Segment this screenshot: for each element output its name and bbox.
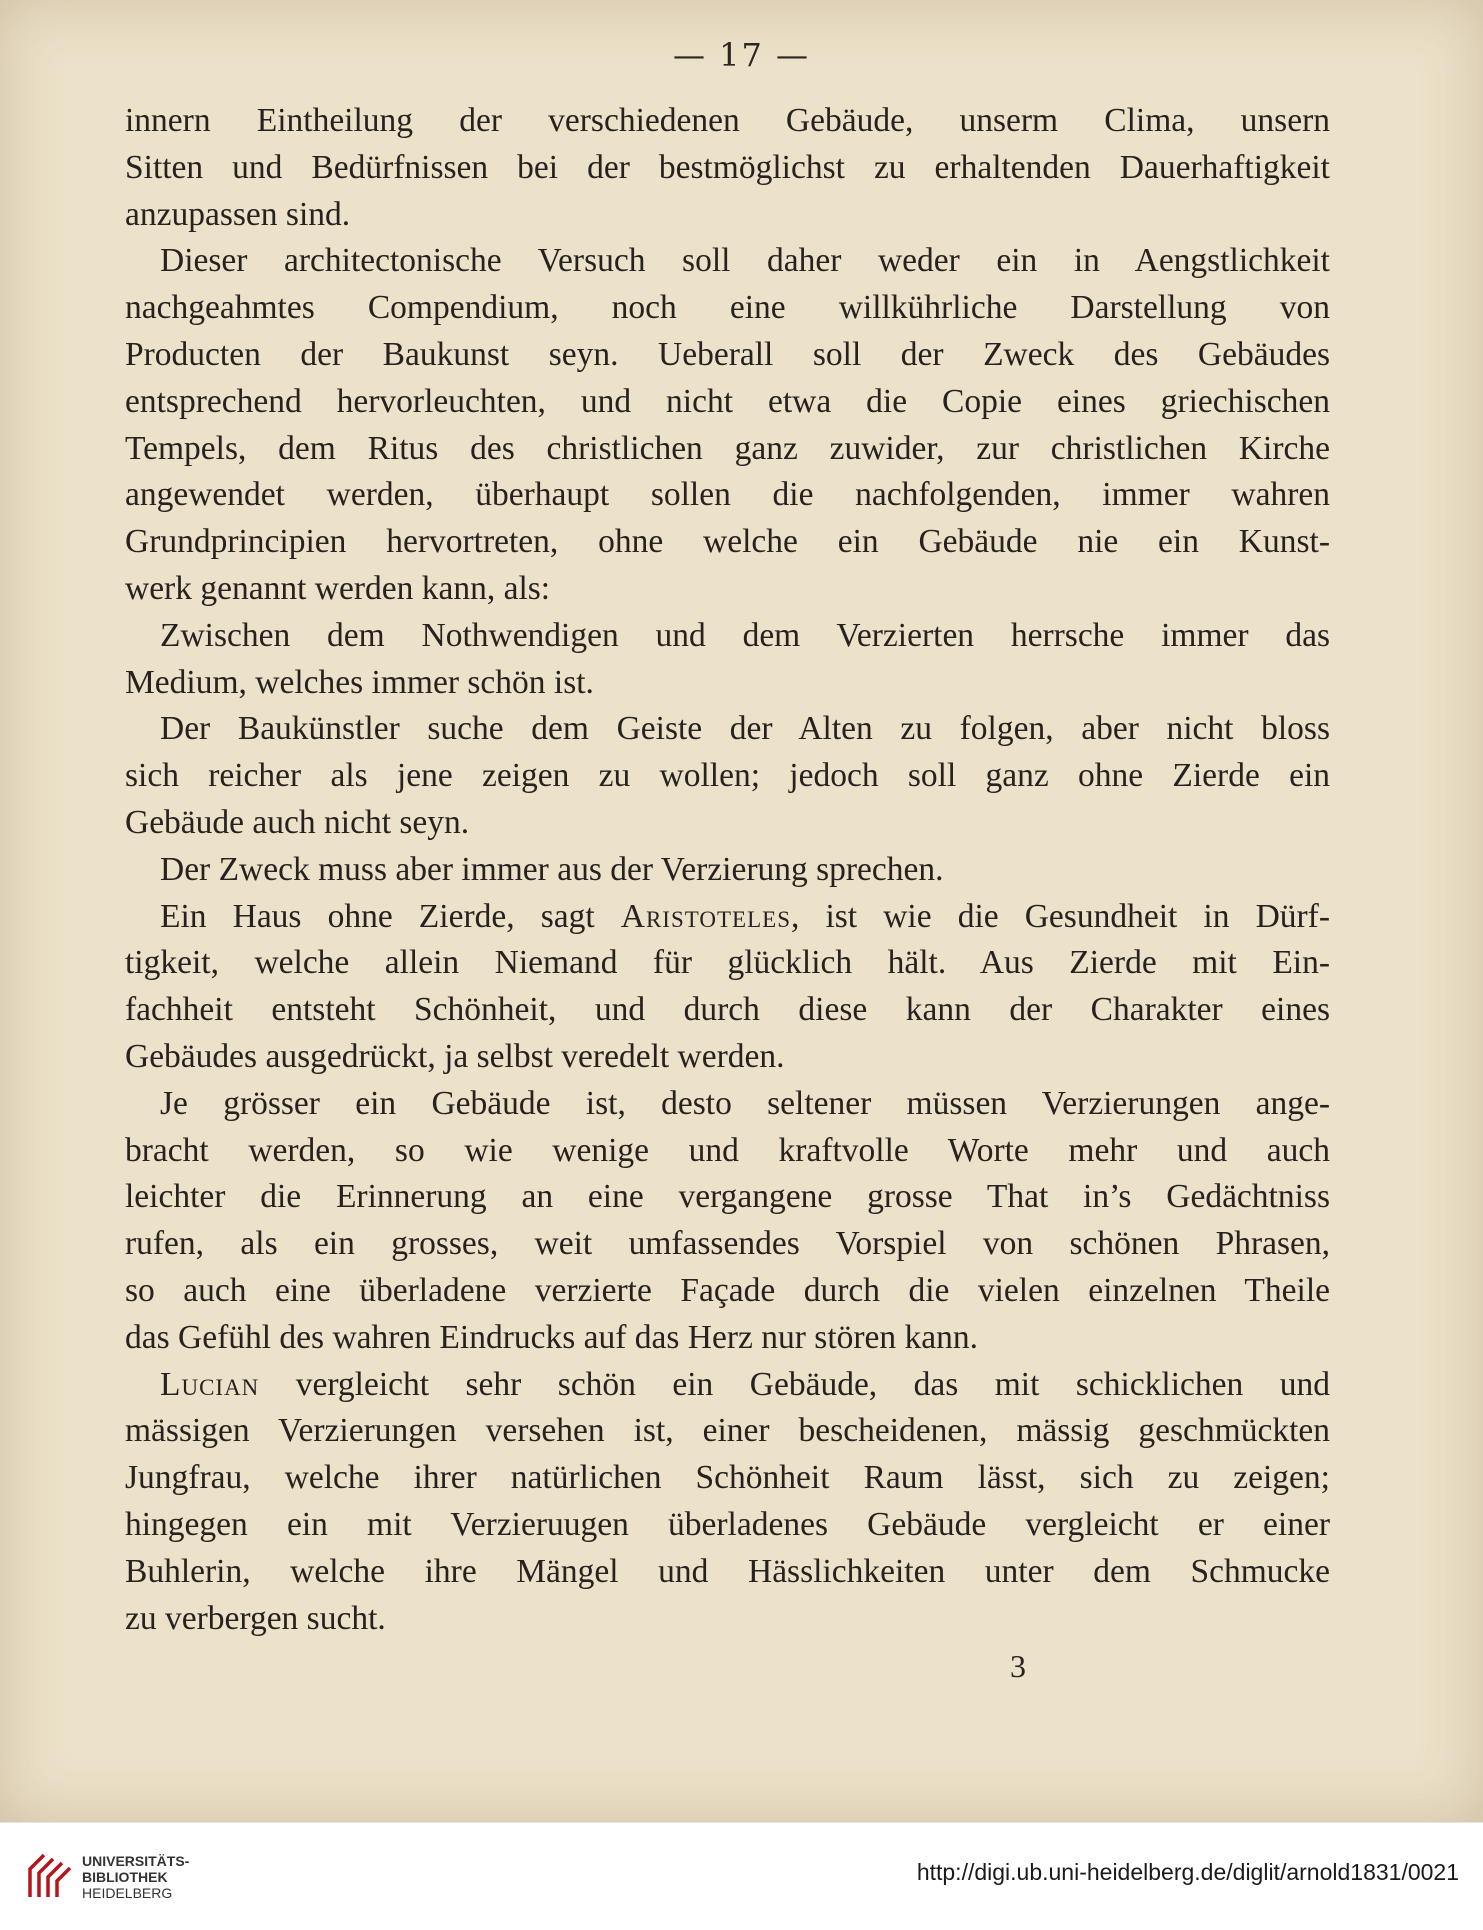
paragraph: nachgeahmtes Compendium, noch eine willkührliche Darstellung von	[125, 289, 1330, 327]
paragraph: so auch eine überladene verzierte Façade durch die vielen einzelnen Theile	[125, 1271, 1330, 1309]
paragraph: Sitten und Bedürfnissen bei der bestmöglichst zu erhaltenden Dauerhaftigkeit	[125, 148, 1330, 186]
author-name: Lucian	[160, 1365, 260, 1403]
viewer-footer	[0, 1822, 1483, 1930]
paragraph: zu verbergen sucht.	[125, 1599, 386, 1637]
author-name: Aristoteles	[620, 897, 791, 935]
paragraph: werk genannt werden kann, als:	[125, 569, 551, 607]
paragraph: innern Eintheilung der verschiedenen Gebäude, unserm Clima, unsern	[125, 102, 1330, 139]
paragraph: Ein Haus ohne Zierde, sagt Aristoteles, ist wie die Gesundheit in Dürf-	[160, 897, 1330, 935]
paragraph: bracht werden, so wie wenige und kraftvolle Worte mehr und auch	[125, 1131, 1330, 1169]
paragraph: Jungfrau, welche ihrer natürlichen Schönheit Raum lässt, sich zu zeigen;	[125, 1459, 1330, 1497]
paragraph: das Gefühl des wahren Eindrucks auf das Herz nur stören kann.	[125, 1318, 979, 1356]
paragraph: entsprechend hervorleuchten, und nicht etwa die Copie eines griechischen	[125, 382, 1330, 420]
source-url[interactable]: http://digi.ub.uni-heidelberg.de/diglit/arnold1831/0021	[916, 1859, 1459, 1885]
paragraph: Grundprincipien hervortreten, ohne welche ein Gebäude nie ein Kunst-	[125, 523, 1330, 561]
paragraph: Je grösser ein Gebäude ist, desto seltener müssen Verzierungen ange-	[160, 1084, 1330, 1122]
paragraph: leichter die Erinnerung an eine vergangene grosse That in’s Gedächtniss	[125, 1178, 1330, 1216]
body-text	[125, 98, 1330, 1642]
paragraph: Lucian vergleicht sehr schön ein Gebäude, das mit schicklichen und	[160, 1365, 1330, 1403]
page-number: — 17 —	[672, 36, 811, 74]
paragraph: Medium, welches immer schön ist.	[125, 663, 594, 701]
paragraph: fachheit entsteht Schönheit, und durch diese kann der Charakter eines	[125, 991, 1330, 1029]
paragraph: angewendet werden, überhaupt sollen die nachfolgenden, immer wahren	[125, 476, 1330, 514]
paragraph: Zwischen dem Nothwendigen und dem Verzierten herrsche immer das	[160, 616, 1330, 654]
paragraph: tigkeit, welche allein Niemand für glücklich hält. Aus Zierde mit Ein-	[125, 944, 1330, 982]
paragraph: Der Baukünstler suche dem Geiste der Alten zu folgen, aber nicht bloss	[160, 710, 1330, 748]
paragraph: Gebäude auch nicht seyn.	[125, 803, 470, 841]
paragraph: Buhlerin, welche ihre Mängel und Hässlichkeiten unter dem Schmucke	[125, 1552, 1330, 1590]
paragraph: mässigen Verzierungen versehen ist, einer bescheidenen, mässig geschmückten	[125, 1412, 1330, 1450]
paragraph: Der Zweck muss aber immer aus der Verzierung sprechen.	[160, 850, 944, 888]
paragraph: Producten der Baukunst seyn. Ueberall soll der Zweck des Gebäudes	[125, 335, 1330, 373]
paragraph: anzupassen sind.	[125, 195, 351, 233]
paragraph: rufen, als ein grosses, weit umfassendes Vorspiel von schönen Phrasen,	[125, 1225, 1330, 1263]
paragraph: Gebäudes ausgedrückt, ja selbst veredelt werden.	[125, 1037, 785, 1075]
paragraph: sich reicher als jene zeigen zu wollen; jedoch soll ganz ohne Zierde ein	[125, 757, 1330, 795]
university-library-logo-icon	[26, 1851, 74, 1901]
paragraph: Dieser architectonische Versuch soll daher weder ein in Aengstlichkeit	[160, 242, 1330, 280]
library-name: UNIVERSITÄTS- BIBLIOTHEK HEIDELBERG	[82, 1853, 190, 1901]
signature-mark: 3	[1010, 1648, 1026, 1684]
paragraph: Tempels, dem Ritus des christlichen ganz zuwider, zur christlichen Kirche	[125, 429, 1330, 467]
paragraph: hingegen ein mit Verzieruugen überladenes Gebäude vergleicht er einer	[125, 1505, 1330, 1543]
